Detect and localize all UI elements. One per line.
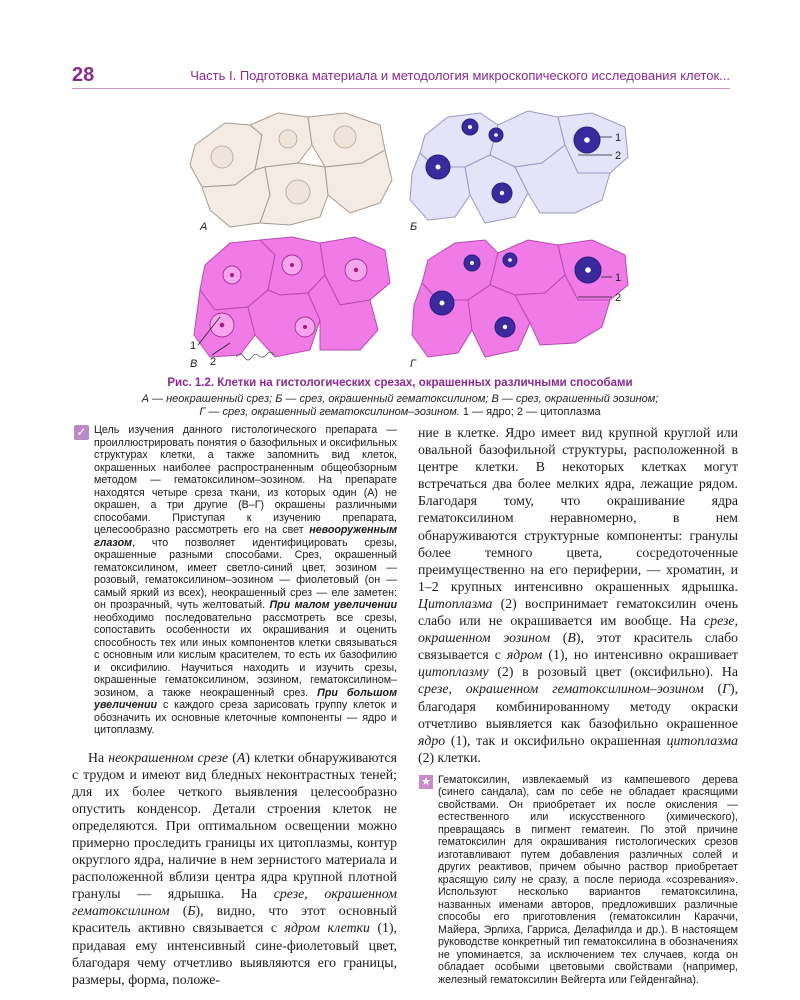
figure-legend bbox=[72, 393, 728, 419]
br-p6: (2) в розовый цвет (оксифильно). На bbox=[488, 664, 738, 680]
bl-p5: ), видно, что этот основный краситель активно связывается с bbox=[72, 903, 397, 936]
page-number: 28 bbox=[72, 64, 95, 86]
body-paragraph-left bbox=[72, 749, 397, 988]
br-e1: Цитоплазма bbox=[418, 595, 493, 611]
panel-c-letter: В bbox=[190, 358, 198, 370]
task-emphasis-3: При большом увеличении bbox=[94, 686, 397, 711]
panel-a-unstained bbox=[190, 113, 392, 227]
header-rule bbox=[72, 88, 730, 89]
bl-e4: Б bbox=[187, 903, 196, 919]
task-text-4: с каждого среза зарисовать группу клеток и обозначить их основные клеточные компоненты — ядро и цитоплазму. bbox=[94, 699, 397, 736]
figure-legend-line-1: А — неокрашенный срез; Б — срез, окрашенный гематоксилином; В — срез, окрашенный эозином; bbox=[141, 393, 659, 405]
bl-e2: А bbox=[236, 749, 246, 765]
body-paragraph-right bbox=[418, 424, 738, 766]
br-e4: ядром bbox=[506, 647, 543, 663]
br-e5: цитоплазму bbox=[418, 664, 489, 680]
br-p7: ( bbox=[703, 681, 723, 697]
panel-d-label-2: 2 bbox=[615, 292, 622, 304]
bl-p2: ( bbox=[228, 749, 237, 765]
hematoxylin-note-box bbox=[418, 774, 738, 987]
br-e2: срезе, окрашенном эозином bbox=[418, 613, 738, 646]
br-p10: (2) клетки. bbox=[418, 749, 481, 765]
panel-d-label-1: 1 bbox=[615, 272, 622, 284]
bl-e3: срезе, окрашенном гематоксилином bbox=[72, 886, 397, 919]
figure-legend-line-2a: Г — срез, окрашенный гематоксилином–эозином. bbox=[199, 406, 460, 418]
bl-p6: (1), придавая ему интенсивный сине-фиолетовый цвет, благодаря чему отчетливо выявляются его границы, размеры, форма, положе- bbox=[72, 920, 397, 987]
running-title: Часть I. Подготовка материала и методология микроскопического исследования клеток... bbox=[190, 68, 730, 83]
panel-a-letter: А bbox=[200, 221, 208, 233]
task-text-1: Цель изучения данного гистологического препарата — проиллюстрировать понятия о базофильных и оксифильных структурах клетки, а также запомнить вид клеток, окрашенных наиболее распространенным общеобзорным методом — гематоксилином–эозином. На препарате находятся четыре среза ткани, из которых один (А) не окрашен, а три другие (В–Г) окрашены различными способами. Приступая к изучению препарата, целесообразно рассмотреть его на свет bbox=[94, 424, 397, 536]
panel-c-label-1: 1 bbox=[190, 340, 197, 352]
figure-legend-line-2b: 1 — ядро; 2 — цитоплазма bbox=[459, 406, 601, 418]
star-icon: ★ bbox=[419, 775, 433, 789]
study-task-box bbox=[72, 424, 397, 737]
panel-d-hematoxylin-eosin bbox=[412, 240, 628, 357]
br-p2: (2) воспринимает гематоксилин очень слабо или не окрашивается им вообще. На bbox=[418, 595, 738, 629]
br-p4: ), этот краситель слабо связывается с bbox=[418, 630, 738, 663]
panel-b-label-2: 2 bbox=[615, 150, 622, 162]
br-p5: (1), но интенсивно окрашивает bbox=[542, 647, 739, 663]
panel-c-eosin bbox=[194, 237, 390, 357]
task-emphasis-1: невооруженным глазом bbox=[94, 524, 397, 549]
panel-c-label-2: 2 bbox=[210, 356, 217, 368]
figure-caption: Рис. 1.2. Клетки на гистологических срезах, окрашенных различными способами bbox=[167, 377, 633, 389]
task-text-3: необходимо последовательно рассмотреть все срезы, сопоставить особенности их окрашивания и оценить способность тех или иных компонентов клетки связываться с основным или кислым красителем, то есть их базофилию и оксифилию. Научиться находить и изучить срезы, окрашенные гематоксилином, эозином, гематоксилином–эозином, а также неокрашенный срез. bbox=[94, 611, 397, 699]
figure-1-2 bbox=[180, 95, 640, 375]
bl-e5: ядром клетки bbox=[284, 920, 370, 936]
br-p9: (1), так и оксифильно окрашенная bbox=[445, 732, 667, 748]
figure-legend-line-2 bbox=[72, 406, 728, 419]
panel-b-label-1: 1 bbox=[615, 132, 622, 144]
bl-p1: На bbox=[88, 749, 109, 765]
br-e6: срезе, окрашенном гематоксилином–эозином bbox=[418, 681, 704, 697]
task-text-2: , что позволяет идентифицировать срезы, окрашенные разными способами. Срез, окрашенный гематоксилином, имеет светло-синий цвет, эозином — розовый, гематоксилином–эозином — фиолетовый (он — самый яркий из всех), неокрашенный срез — еле заметен: он прозрачный, чуть желтоватый. bbox=[94, 536, 397, 611]
bl-p4: ( bbox=[169, 903, 188, 919]
task-emphasis-2: При малом увеличении bbox=[269, 599, 397, 611]
br-e3: В bbox=[567, 630, 576, 646]
panel-b-hematoxylin bbox=[410, 111, 628, 223]
right-column bbox=[418, 424, 738, 986]
br-e9: цитоплазма bbox=[666, 732, 738, 748]
panel-d-letter: Г bbox=[410, 358, 416, 370]
br-p8: ), благодаря комбинированному методу окраски отчетливо выявляется как базофильно окрашенное bbox=[418, 681, 739, 731]
br-e8: ядро bbox=[418, 732, 446, 748]
left-column bbox=[72, 424, 397, 988]
cell-sections-illustration bbox=[180, 95, 640, 375]
bl-e1: неокрашенном срезе bbox=[108, 749, 229, 765]
br-p1: ние в клетке. Ядро имеет вид крупной круглой или овальной базофильной структуры, расположенной в центре клетки. В некоторых клетках могут встречаться два более мелких ядра, лежащие рядом. Благодаря тому, что окрашивание ядра гематоксилином неравномерно, в нем обнаруживаются структурные компоненты: гранулы более темного цвета, сосредоточенные преимущественно на его периферии, — хроматин, и 1–2 крупных интенсивно окрашенных ядрышка. bbox=[418, 425, 738, 594]
br-p3: ( bbox=[550, 630, 568, 646]
panel-b-letter: Б bbox=[410, 221, 418, 233]
bl-p3: ) клетки обнаруживаются с трудом и имеют вид бледных неконтрастных теней; для их более четкого выявления целесообразно опустить конденсор. Детали строения клеток не определяются. При оптимальном освещении можно примерно проследить границы их цитоплазмы, контур округлого ядра, наличие в нем зернистого материала и расположенной вблизи центра ядра крупной плотной гранулы — ядрышка. На bbox=[72, 749, 397, 902]
br-e7: Г bbox=[722, 681, 730, 697]
note-text: Гематоксилин, извлекаемый из кампешевого дерева (синего сандала), сам по себе не обладает красящими свойствами. Он приобретает их после окисления — естественного или искусственного (химического), превращаясь в пигмент гематеин. По этой причине гематоксилин для окрашивания гистологических срезов изготавливают путем добавления различных солей и других реактивов, причем обычно раствор приобретает красящую силу не сразу, а после периода «созревания». Используют несколько вариантов гематоксилина, названных именами авторов, предложивших различные способы его приготовления (гематоксилин Караччи, Майера, Эрлиха, Гарриса, Делафилда и др.). В настоящем руководстве конкретный тип гематоксилина в обозначениях не упоминается, за исключением тех случаев, когда он обладает особыми цветовыми свойствами (например, железный гематоксилин Вейгерта или Гейденгайна). bbox=[438, 773, 738, 986]
checkmark-icon: ✓ bbox=[74, 425, 89, 440]
